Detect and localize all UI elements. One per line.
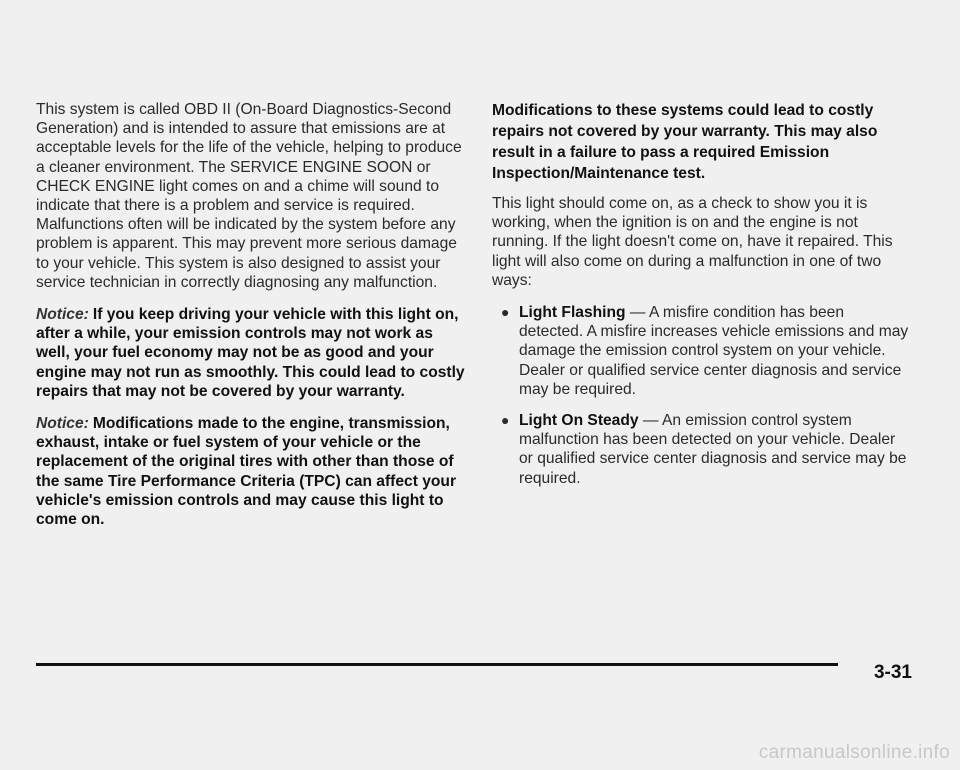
notice-paragraph-1 xyxy=(36,305,466,401)
bullet-term: Light On Steady xyxy=(519,412,639,430)
light-description: This light should come on, as a check to show you it is working, when the ignition is on and the engine is not running. If the light doesn't come on, have it repaired. This light will also come on during a malfunction in one of two ways: xyxy=(492,195,893,289)
list-item xyxy=(492,411,912,488)
bullet-icon: ● xyxy=(501,412,510,429)
notice-label: Notice: xyxy=(36,415,89,433)
notice-label: Notice: xyxy=(36,306,89,324)
notice-text: Modifications made to the engine, transmission, exhaust, intake or fuel system of your vehicle or the replacement of the original tires with other than those of the same Tire Performance Criteria (TPC) can affect your vehicle's emission controls and may cause this light to come on. xyxy=(36,415,457,529)
bullet-text: An emission control system malfunction has been detected on your vehicle. Dealer or qualified service center diagnosis and service may be required. xyxy=(519,412,907,487)
left-column xyxy=(36,100,466,542)
bullet-separator: — xyxy=(638,412,662,430)
bullet-separator: — xyxy=(625,304,649,322)
notice-paragraph-2 xyxy=(36,414,466,529)
bullet-icon: ● xyxy=(501,304,510,321)
bullet-text: A misfire condition has been detected. A misfire increases vehicle emissions and may damage the emission control system on your vehicle. Dealer or qualified service center diagnosis and service may be required. xyxy=(519,304,909,398)
list-item xyxy=(492,303,912,399)
site-watermark: carmanualsonline.info xyxy=(758,742,950,763)
bullet-term: Light Flashing xyxy=(519,304,626,322)
footer-rule xyxy=(36,663,838,666)
light-modes-list xyxy=(492,303,912,488)
page-number: 3-31 xyxy=(873,662,912,683)
right-column xyxy=(492,100,912,500)
warning-heading: Modifications to these systems could lead to costly repairs not covered by your warranty. This may also result in a failure to pass a required Emission Inspection/Maintenance test. xyxy=(492,102,878,182)
notice-text: If you keep driving your vehicle with this light on, after a while, your emission controls may not work as well, your fuel economy may not be as good and your engine may not run as smoothly. This could lead to costly repairs that may not be covered by your warranty. xyxy=(36,306,465,400)
intro-paragraph: This system is called OBD II (On-Board Diagnostics-Second Generation) and is intended to assure that emissions are at acceptable levels for the life of the vehicle, helping to produce a cleaner environment. The SERVICE ENGINE SOON or CHECK ENGINE light comes on and a chime will sound to indicate that there is a problem and service is required. Malfunctions often will be indicated by the system before any problem is apparent. This may prevent more serious damage to your vehicle. This system is also designed to assist your service technician in correctly diagnosing any malfunction. xyxy=(36,101,462,291)
